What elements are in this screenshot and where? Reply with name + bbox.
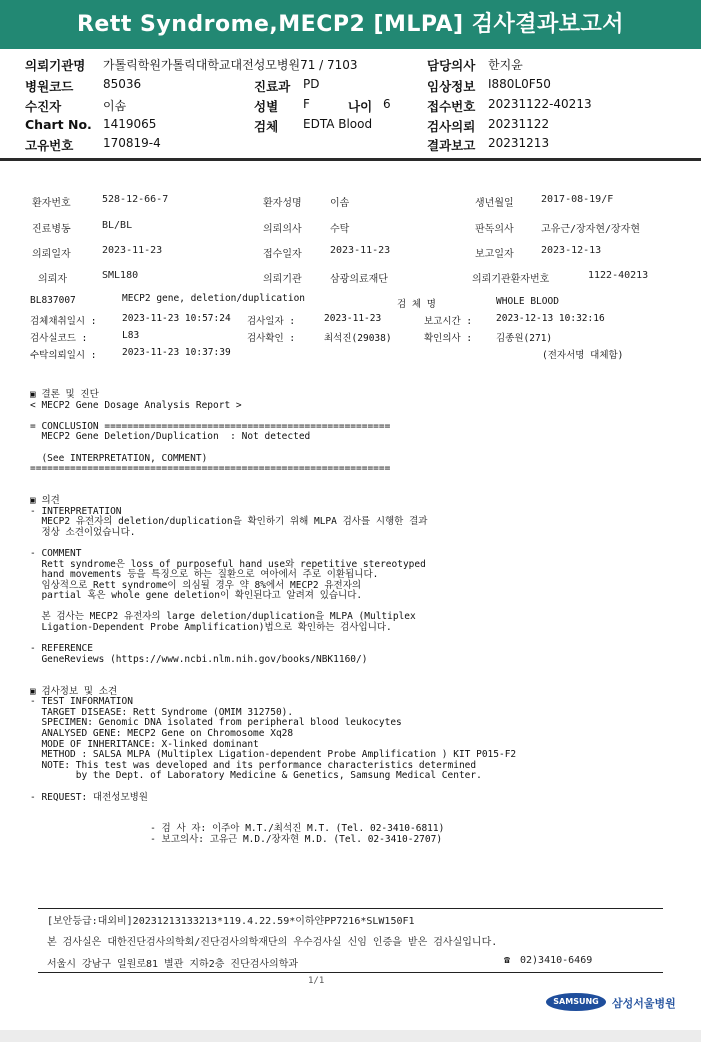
report-line: - REFERENCE — [30, 643, 93, 655]
org-patient-no-value: 1122-40213 — [588, 270, 649, 281]
report-body — [30, 390, 516, 846]
age-value: 6 — [383, 97, 391, 111]
unique-no-value: 170819-4 — [103, 136, 161, 150]
sex-label: 성별 — [254, 99, 279, 114]
report-line: =============================================================== — [30, 463, 391, 475]
report-line: ▣ 결론 및 진단 — [30, 389, 99, 400]
reading-physician-value: 고유근/장자현/장자현 — [541, 224, 640, 235]
report-date-value: 20231213 — [488, 136, 550, 150]
report-line: partial 혹은 whole gene deletion이 확인된다고 알려져 있습니다. — [30, 590, 363, 602]
certification-line: 본 검사실은 대한진단검사의학회/진단검사의학재단의 우수검사실 신임 인증을 받은 검사실입니다. — [47, 937, 498, 948]
request-date-value: 20231122 — [488, 117, 550, 131]
org-patient-no-label: 의뢰기관환자번호 — [472, 274, 550, 285]
department-label: 진료과 — [254, 79, 291, 94]
bottom-bar — [0, 1030, 701, 1042]
header-separator — [0, 158, 701, 161]
report-line — [30, 475, 516, 486]
signature-note: (전자서명 대체함) — [542, 350, 624, 361]
report-line: NOTE: This test was developed and its performance characteristics determined — [30, 759, 477, 771]
ward-label: 진료병동 — [32, 224, 71, 235]
collection-value: 2023-11-23 10:57:24 — [122, 313, 231, 324]
test-name: MECP2 gene, deletion/duplication — [122, 293, 306, 304]
report-line: METHOD : SALSA MLPA (Multiplex Ligation-dependent Probe Amplification ) KIT P015-F2 — [30, 749, 517, 761]
report-line — [30, 443, 516, 454]
report-line: 임상적으로 Rett syndrome이 의심될 경우 약 8%에서 MECP2 유전자의 — [30, 579, 362, 591]
report-date-label: 보고일자 — [475, 249, 514, 260]
requester-label: 의뢰자 — [38, 274, 67, 285]
patient-name-label: 환자성명 — [263, 198, 302, 209]
chart-no-value: 1419065 — [103, 117, 157, 131]
lab-code-value: L83 — [122, 330, 140, 341]
request-date-value: 2023-11-23 — [102, 245, 163, 256]
clinical-info-value: I880L0F50 — [488, 77, 551, 91]
report-line: Ligation-Dependent Probe Amplification)법으로 확인하는 검사입니다. — [30, 622, 392, 634]
receipt-date-value: 2023-11-23 — [330, 245, 391, 256]
report-line — [30, 538, 516, 549]
verified-value: 최석진(29038) — [324, 333, 392, 344]
report-time-label: 보고시간 : — [424, 316, 473, 327]
receipt-date-label: 접수일자 — [263, 249, 302, 260]
page-number: 1/1 — [308, 976, 325, 986]
phone-icon: ☎ — [504, 955, 511, 966]
receipt-time-value: 2023-11-23 10:37:39 — [122, 347, 231, 358]
verified-label: 검사확인 : — [247, 333, 296, 344]
report-line — [30, 634, 516, 645]
report-line: < MECP2 Gene Dosage Analysis Report > — [30, 399, 242, 411]
clinical-info-label: 임상정보 — [427, 79, 476, 94]
confirm-label: 확인의사 : — [424, 333, 473, 344]
report-line: ▣ 의견 — [30, 494, 60, 506]
confirm-value: 김종원(271) — [496, 333, 553, 344]
report-date-label: 결과보고 — [427, 138, 476, 153]
sex-value: F — [303, 97, 310, 111]
report-line: ANALYSED GENE: MECP2 Gene on Chromosome Xq28 — [30, 728, 294, 739]
doctor-label: 담당의사 — [427, 58, 476, 73]
report-line: (See INTERPRETATION, COMMENT) — [30, 452, 208, 464]
birth-label: 생년월일 — [475, 198, 514, 209]
institution-label: 의뢰기관명 — [25, 58, 86, 73]
security-line: [보안등급:대외비]20231213133213*119.4.22.59*이하얀PP7216*SLW150F1 — [47, 916, 415, 927]
collection-label: 검체채취일시 : — [30, 316, 97, 327]
phone-number: 02)3410-6469 — [520, 955, 593, 966]
patient-label: 수진자 — [25, 99, 62, 114]
receipt-no-value: 20231122-40213 — [488, 97, 592, 111]
requesting-org-value: 삼광의료재단 — [330, 274, 388, 285]
test-code: BL837007 — [30, 295, 76, 306]
report-line: - 보고의사: 고유근 M.D./장자현 M.D. (Tel. 02-3410-2707) — [30, 833, 443, 845]
report-line: - TEST INFORMATION — [30, 696, 133, 708]
report-line: MODE OF INHERITANCE: X-linked dominant — [30, 738, 259, 750]
requesting-physician-label: 의뢰의사 — [263, 224, 302, 235]
report-line: ▣ 검사정보 및 소견 — [30, 685, 118, 697]
report-line: by the Dept. of Laboratory Medicine & Genetics, Samsung Medical Center. — [30, 770, 482, 782]
reading-physician-label: 판독의사 — [475, 224, 514, 235]
report-line: - 검 사 자: 이주아 M.T./최석진 M.T. (Tel. 02-3410-6811) — [30, 823, 445, 835]
patient-value: 이솜 — [103, 99, 127, 113]
receipt-time-label: 수탁의뢰일시 : — [30, 350, 97, 361]
requesting-physician-value: 수탁 — [330, 224, 350, 235]
report-line: hand movements 등을 특징으로 하는 질환으로 여아에서 주로 이환됩니다. — [30, 569, 379, 581]
specimen-name-label: 검 체 명 — [397, 299, 436, 310]
specimen-label: 검체 — [254, 119, 279, 134]
report-line: 본 검사는 MECP2 유전자의 large deletion/duplication을 MLPA (Multiplex — [30, 611, 416, 623]
report-line: = CONCLUSION ================================================== — [30, 420, 391, 432]
footer-separator — [38, 908, 663, 909]
request-date-label: 검사의뢰 — [427, 119, 476, 134]
institution-value: 가톨릭학원가톨릭대학교대전성모병원71 / 7103 — [103, 58, 358, 72]
hospital-code-label: 병원코드 — [25, 79, 74, 94]
report-date-value: 2023-12-13 — [541, 245, 602, 256]
birth-value: 2017-08-19/F — [541, 194, 614, 205]
report-line: TARGET DISEASE: Rett Syndrome (OMIM 312750). — [30, 706, 294, 718]
chart-no-label: Chart No. — [25, 117, 92, 132]
report-line: Rett syndrome은 loss of purposeful hand use와 repetitive stereotyped — [30, 558, 426, 570]
request-date-label: 의뢰일자 — [32, 249, 71, 260]
hospital-logo-text: 삼성서울병원 — [612, 997, 676, 1010]
report-line: 정상 소견이었습니다. — [30, 526, 136, 538]
report-line — [30, 803, 516, 814]
ward-value: BL/BL — [102, 220, 133, 231]
report-line — [30, 485, 516, 496]
department-value: PD — [303, 77, 320, 91]
requesting-org-label: 의뢰기관 — [263, 274, 302, 285]
samsung-logo: SAMSUNG — [546, 993, 606, 1011]
report-line — [30, 782, 516, 793]
patient-no-value: 528-12-66-7 — [102, 194, 169, 205]
report-line: MECP2 Gene Deletion/Duplication : Not detected — [30, 431, 311, 443]
receipt-no-label: 접수번호 — [427, 99, 476, 114]
patient-no-label: 환자번호 — [32, 198, 71, 209]
test-date-value: 2023-11-23 — [324, 313, 382, 324]
report-line: MECP2 유전자의 deletion/duplication을 확인하기 위해 MLPA 검사를 시행한 결과 — [30, 516, 428, 528]
doctor-value: 한지윤 — [488, 58, 523, 72]
age-label: 나이 — [348, 99, 373, 114]
hospital-code-value: 85036 — [103, 77, 142, 91]
footer-bottom-line — [38, 972, 663, 973]
report-line: - COMMENT — [30, 547, 82, 559]
test-date-label: 검사일자 : — [247, 316, 296, 327]
specimen-name-value: WHOLE BLOOD — [496, 296, 559, 307]
report-line: SPECIMEN: Genomic DNA isolated from peripheral blood leukocytes — [30, 717, 402, 729]
report-title: Rett Syndrome,MECP2 [MLPA] 검사결과보고서 — [0, 0, 701, 49]
patient-name-value: 이솜 — [330, 198, 350, 209]
report-line: - REQUEST: 대전성모병원 — [30, 791, 148, 803]
address-line: 서울시 강남구 일원로81 별관 지하2층 진단검사의학과 — [47, 959, 299, 970]
report-line: - INTERPRETATION — [30, 505, 122, 517]
report-line — [30, 665, 516, 676]
lab-code-label: 검사실코드 : — [30, 333, 88, 344]
requester-value: SML180 — [102, 270, 139, 281]
report-time-value: 2023-12-13 10:32:16 — [496, 313, 605, 324]
specimen-value: EDTA Blood — [303, 117, 373, 131]
unique-no-label: 고유번호 — [25, 138, 74, 153]
report-line: GeneReviews (https://www.ncbi.nlm.nih.gov/books/NBK1160/) — [30, 653, 368, 665]
